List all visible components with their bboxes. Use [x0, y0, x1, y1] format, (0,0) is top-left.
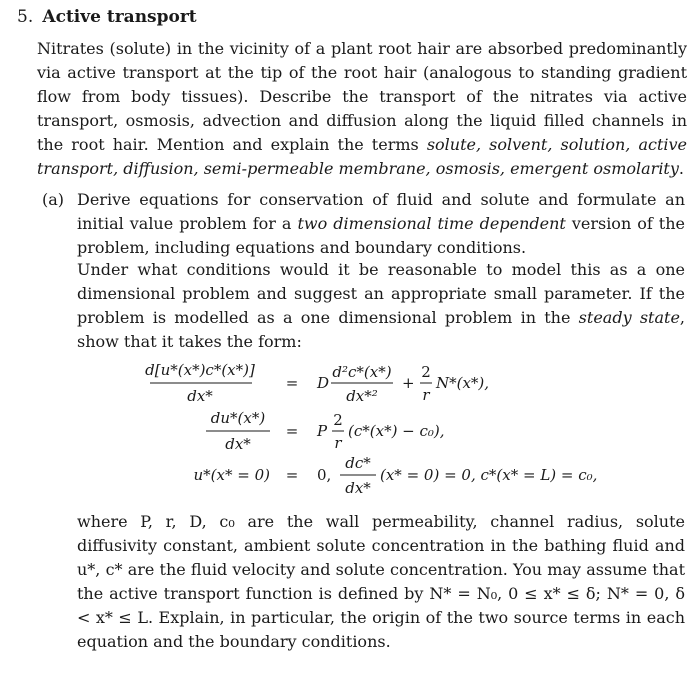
intro-text: Nitrates (solute) in the vicinity of a plant root hair are absorbed predominantly via active transport at the tip of the root hair (analogous to standing gradient flow from body tissues). Describe the transport of the nitrates via active transport, osmosis, advection and diffusion along the liquid filled channels in the root hair. Mention and explain the terms — [37, 39, 687, 154]
intro-terms: solute, solvent, solution, active transport, diffusion, semi-permeable membrane, osmosis, emergent osmolarity — [37, 135, 688, 178]
eq3-tail: (x* = 0) = 0, c*(x* = L) = c₀, — [380, 466, 598, 484]
eq3-denominator: dx* — [345, 479, 371, 497]
p1-end: version of the problem, including equations and boundary conditions. — [77, 214, 686, 257]
part-a-paragraph-2 — [77, 258, 685, 354]
question-title: Active transport — [42, 7, 197, 27]
equation-block — [140, 355, 680, 515]
part-a-paragraph-1 — [77, 188, 685, 260]
question-intro — [37, 37, 687, 181]
question-heading — [17, 6, 197, 28]
eq2-frac-numerator: 2 — [333, 411, 343, 429]
eq1-frac-numerator: 2 — [421, 363, 431, 381]
part-a-label: (a) — [42, 190, 65, 209]
eq3-zero: 0, — [317, 466, 332, 484]
eq1-lhs-numerator: d[u*(x*)c*(x*)] — [145, 361, 255, 379]
eq1-rhs-denominator: dx*² — [346, 387, 378, 405]
p2-emphasis: steady state — [578, 308, 680, 327]
p1-emphasis: two dimensional time dependent — [297, 214, 566, 233]
eq1-equals: = — [285, 374, 299, 392]
eq3-lhs: u*(x* = 0) — [193, 466, 270, 484]
eq2-tail: (c*(x*) − c₀), — [348, 422, 445, 440]
part-a-closing: where P, r, D, c₀ are the wall permeability, channel radius, solute diffusivity constant, ambient solute concentration in the bathing fluid and u*, c* are the fluid velocity and solute concentration. You may assume that the active transport function is defined by N* = N₀, 0 ≤ x* ≤ δ; N* = 0, δ < x* ≤ L. Explain, in particular, the origin of the two source terms in each equation and the boundary conditions. — [77, 512, 685, 651]
eq1-tail: N*(x*), — [436, 374, 490, 392]
p2-start: Under what conditions would it be reasonable to model this as a one dimensional problem and suggest an appropriate small parameter. If the problem is modelled as a one dimensional problem in the — [77, 260, 685, 327]
eq2-lhs-denominator: dx* — [225, 435, 251, 453]
eq1-lhs-denominator: dx* — [187, 387, 213, 405]
eq2-equals: = — [285, 422, 299, 440]
eq2-P: P — [317, 422, 328, 440]
eq3-numerator: dc* — [345, 454, 371, 472]
eq1-rhs-numerator: d²c*(x*) — [332, 363, 392, 381]
eq1-rhs-D: D — [317, 374, 330, 392]
p1-start: Derive equations for conservation of fluid and solute and formulate an initial value problem for a — [77, 190, 685, 233]
question-number: 5. — [17, 7, 34, 27]
eq1-frac-denominator: r — [422, 386, 430, 404]
eq3-equals: = — [285, 466, 299, 484]
eq2-frac-denominator: r — [334, 434, 342, 452]
intro-terms-end: . — [678, 159, 684, 178]
eq1-plus: + — [402, 374, 415, 392]
p2-end: , show that it takes the form: — [77, 308, 686, 351]
eq2-lhs-numerator: du*(x*) — [210, 409, 266, 427]
